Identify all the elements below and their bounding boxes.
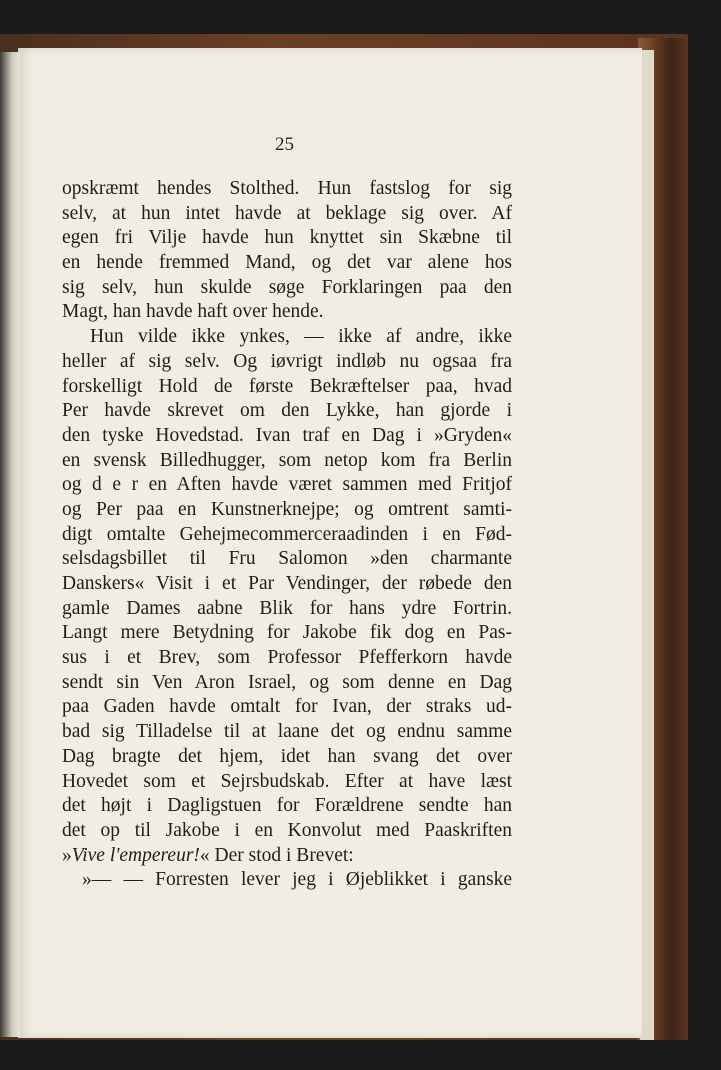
text-line: digt omtalte Gehejmecommerceraadinden i en Fød- [62, 523, 512, 545]
text-line: sendt sin Ven Aron Israel, og som denne en Dag [62, 671, 512, 693]
text-line: gamle Dames aabne Blik for hans ydre Fortrin. [62, 597, 512, 619]
body-text [62, 177, 512, 893]
text-line: en svensk Billedhugger, som netop kom fra Berlin [62, 449, 512, 471]
text-line: Hovedet som et Sejrsbudskab. Efter at have læst [62, 770, 512, 792]
text-line: det op til Jakobe i en Konvolut med Paaskriften [62, 819, 512, 841]
text-line: paa Gaden havde omtalt for Ivan, der straks ud- [62, 696, 512, 718]
text-line: Langt mere Betydning for Jakobe fik dog en Pas- [62, 622, 512, 644]
text-line: og d e r en Aften havde været sammen med Fritjof [62, 474, 512, 496]
text-line: Per havde skrevet om den Lykke, han gjorde i [62, 400, 512, 422]
text-line: bad sig Tilladelse til at laane det og endnu samme [62, 721, 512, 743]
text-lines [62, 177, 512, 844]
text-line: Magt, han havde haft over hende. [62, 301, 324, 323]
text-line: en hende fremmed Mand, og det var alene hos [62, 252, 512, 274]
text-line: sig selv, hun skulde søge Forklaringen paa den [62, 276, 512, 298]
scan-background [0, 1040, 721, 1070]
page-gutter [0, 52, 20, 1037]
text-line: opskræmt hendes Stolthed. Hun fastslog for sig [62, 178, 512, 199]
page-edges [640, 50, 654, 1040]
text-line: og Per paa en Kunstnerknejpe; og omtrent samti- [62, 498, 512, 520]
italic-phrase: Vive l'empereur! [71, 844, 200, 866]
page-number: 25 [275, 134, 294, 155]
text-line: den tyske Hovedstad. Ivan traf en Dag i »Gryden« [62, 424, 512, 446]
text-line: sus i et Brev, som Professor Pfefferkorn havde [62, 647, 512, 669]
text-line: heller af sig selv. Og iøvrigt indløb nu ogsaa fra [62, 350, 512, 372]
text-line-final: »— — Forresten lever jeg i Øjeblikket i ganske [82, 869, 512, 891]
text-line: Danskers« Visit i et Par Vendinger, der røbede den [62, 573, 512, 594]
text-line-italic: »Vive l'empereur!« Der stod i Brevet: [62, 844, 354, 866]
text-line: selv, at hun intet havde at beklage sig over. Af [62, 202, 512, 224]
text-line: selsdagsbillet til Fru Salomon »den charmante [62, 548, 512, 570]
text-line: forskelligt Hold de første Bekræftelser paa, hvad [62, 375, 512, 397]
text-line: egen fri Vilje havde hun knyttet sin Skæbne til [62, 227, 512, 249]
text-line: det højt i Dagligstuen for Forældrene sendte han [62, 795, 512, 817]
text-line: Dag bragte det hjem, idet han svang det over [62, 745, 512, 767]
text-line: Hun vilde ikke ynkes, — ikke af andre, ikke [90, 326, 512, 348]
